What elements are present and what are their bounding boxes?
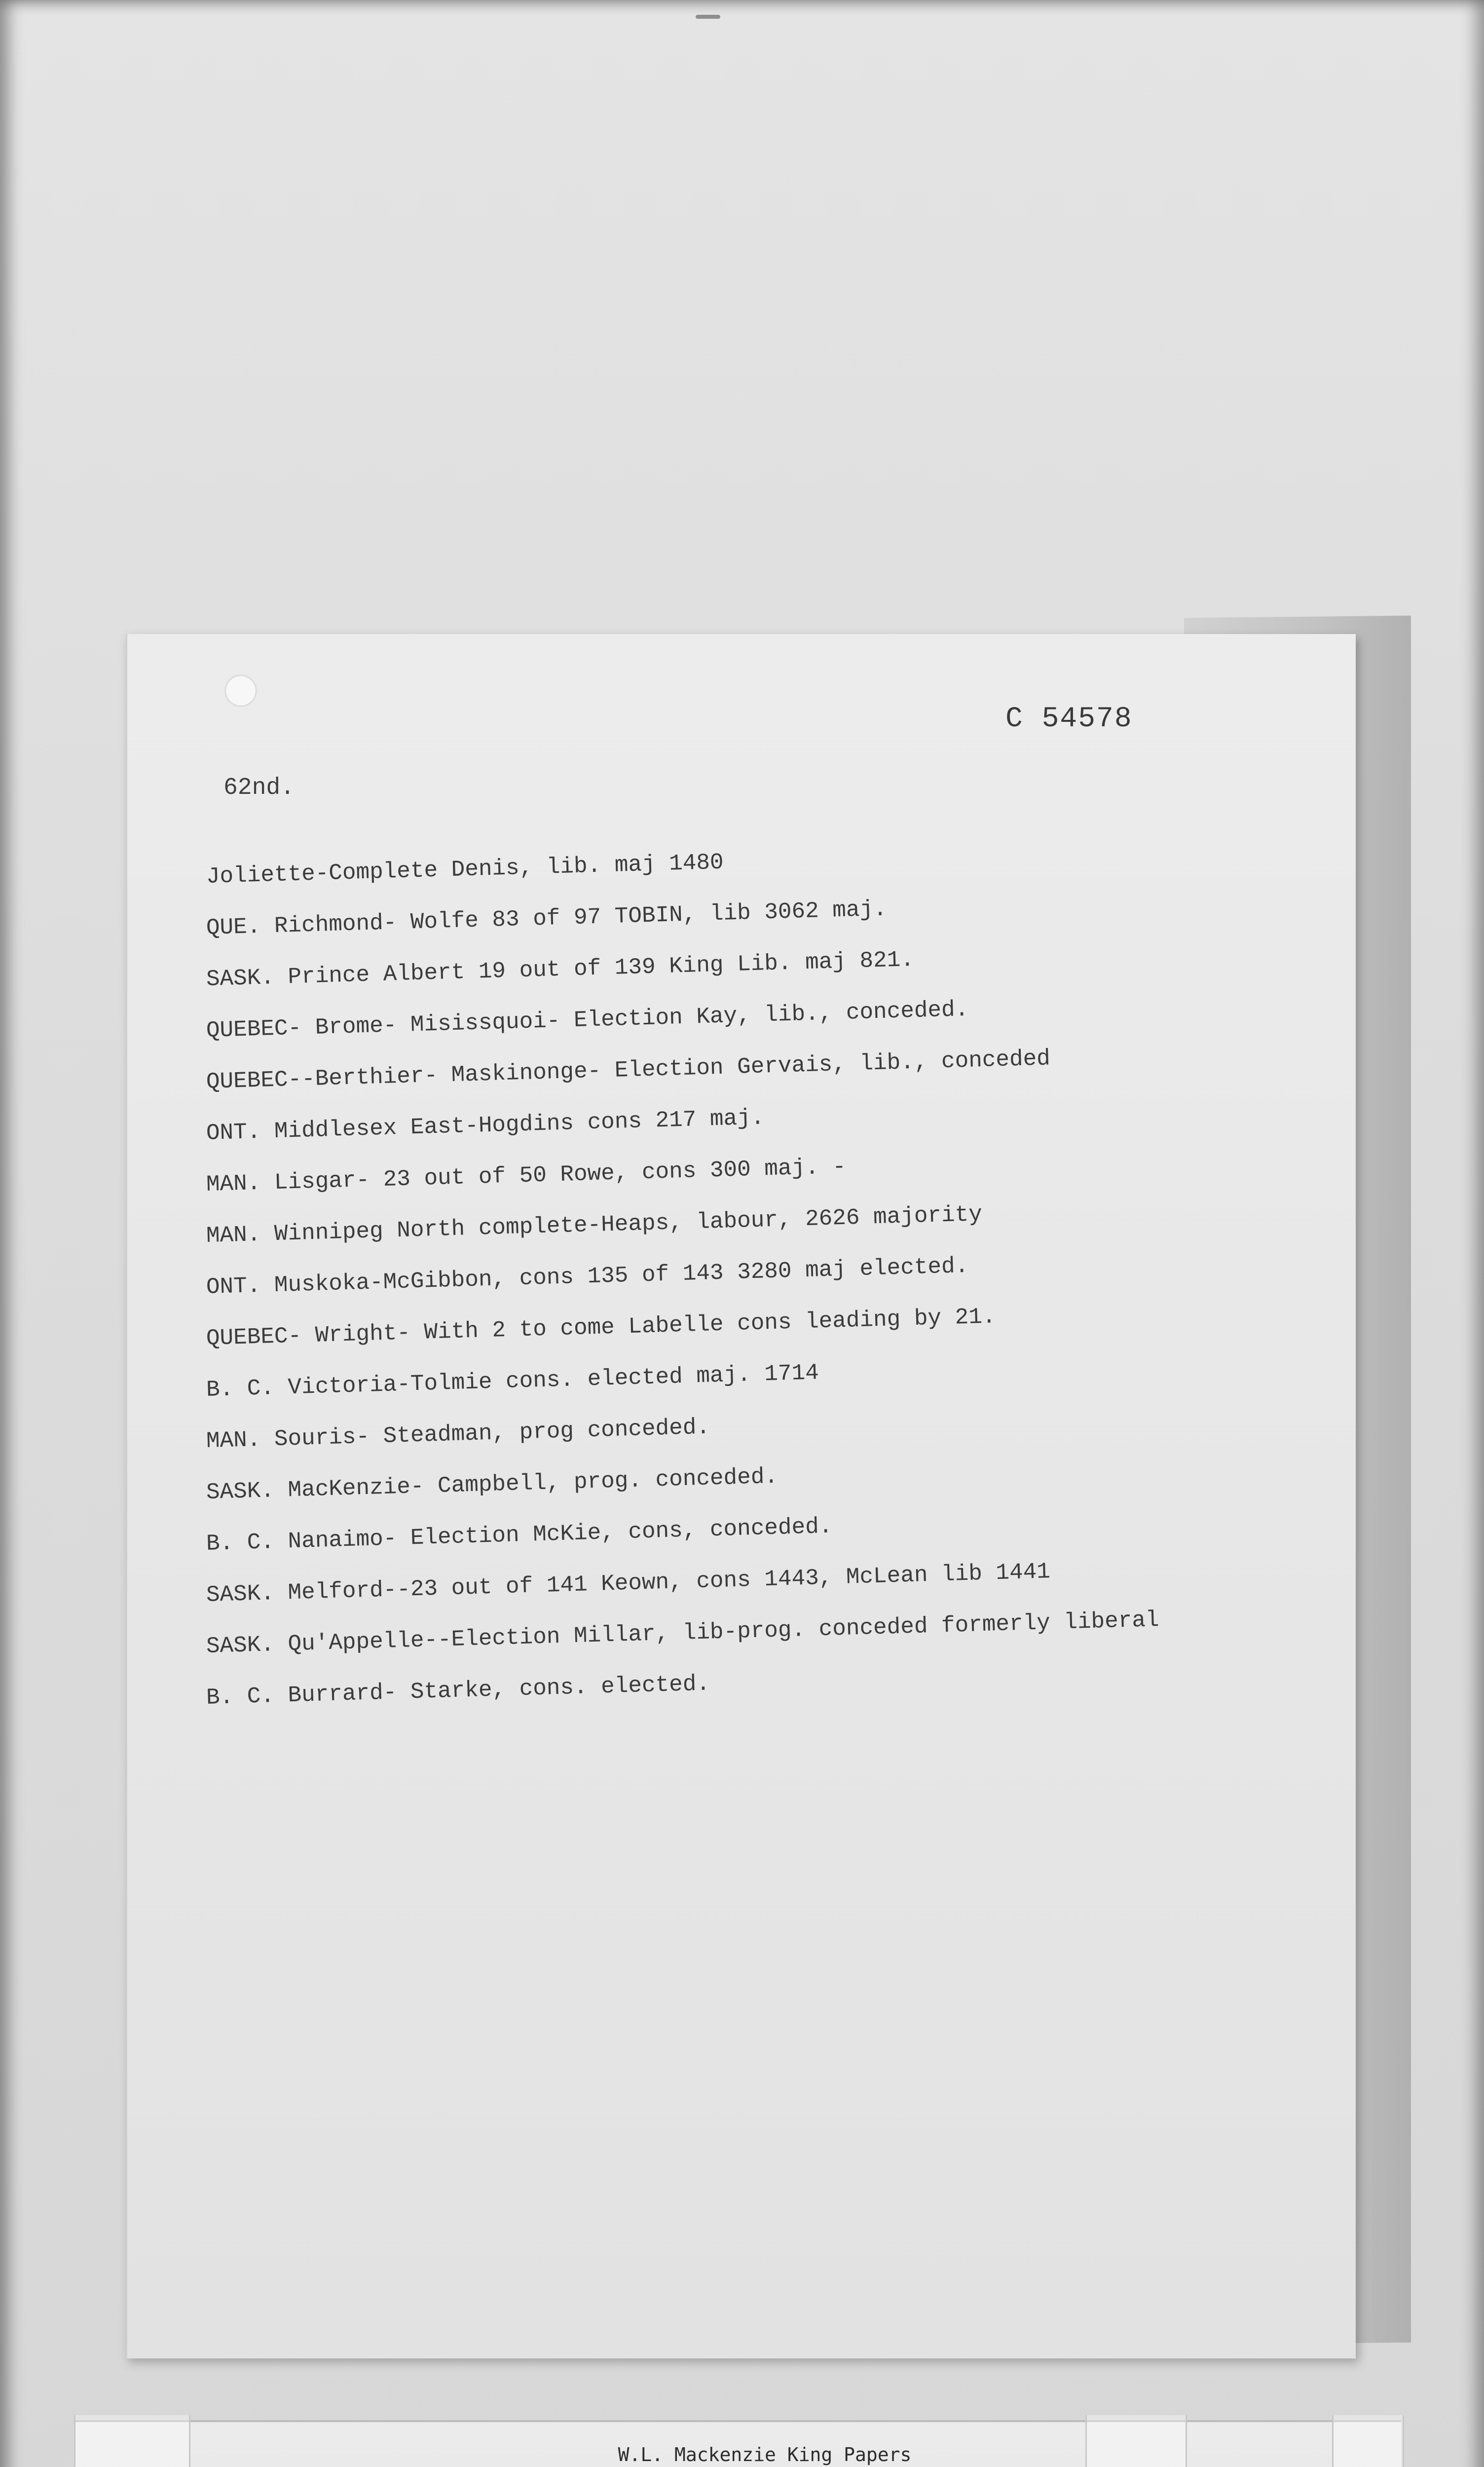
tape-right: [1332, 2415, 1404, 2467]
result-entry: Joliette-Complete Denis, lib. maj 1480: [206, 849, 724, 890]
result-entry: QUEBEC- Brome- Misissquoi- Election Kay, lib., conceded.: [206, 996, 969, 1044]
result-entry: B. C. Burrard- Starke, cons. elected.: [206, 1671, 710, 1711]
result-entry: QUEBEC--Berthier- Maskinonge- Election Gervais, lib., conceded: [206, 1046, 1051, 1095]
result-entry: ONT. Middlesex East-Hogdins cons 217 maj.: [206, 1105, 765, 1146]
result-entry: SASK. Melford--23 out of 141 Keown, cons 1443, McLean lib 1441: [206, 1559, 1051, 1608]
result-entry: B. C. Nanaimo- Election McKie, cons, conceded.: [206, 1513, 833, 1557]
tape-left: [74, 2415, 190, 2467]
top-film-mark: [696, 15, 720, 19]
result-entry: QUE. Richmond- Wolfe 83 of 97 TOBIN, lib 3062 maj.: [206, 896, 888, 941]
tape-middle: [1085, 2415, 1187, 2467]
collection-note: [543, 2442, 987, 2467]
result-entry: SASK. MacKenzie- Campbell, prog. conceded.: [206, 1463, 779, 1505]
typed-memo-sheet: [126, 634, 1356, 2358]
result-entry: SASK. Qu'Appelle--Election Millar, lib-prog. conceded formerly liberal: [206, 1607, 1160, 1659]
document-number: C 54578: [1005, 703, 1133, 735]
result-entry: B. C. Victoria-Tolmie cons. elected maj. 1714: [206, 1360, 819, 1403]
result-entry: ONT. Muskoka-McGibbon, cons 135 of 143 3280 maj elected.: [206, 1253, 969, 1300]
result-entry: MAN. Winnipeg North complete-Heaps, labour, 2626 majority: [206, 1201, 983, 1249]
punch-hole: [226, 676, 256, 706]
result-entry: MAN. Lisgar- 23 out of 50 Rowe, cons 300 maj. -: [206, 1154, 847, 1197]
result-entry: MAN. Souris- Steadman, prog conceded.: [206, 1414, 710, 1454]
page-label: 62nd.: [223, 775, 295, 801]
result-entry: QUEBEC- Wright- With 2 to come Labelle cons leading by 21.: [206, 1304, 997, 1351]
result-entry: SASK. Prince Albert 19 out of 139 King Lib. maj 821.: [206, 946, 915, 992]
election-results-list: [206, 851, 1341, 1723]
collection-name: W.L. Mackenzie King Papers: [618, 2444, 912, 2466]
